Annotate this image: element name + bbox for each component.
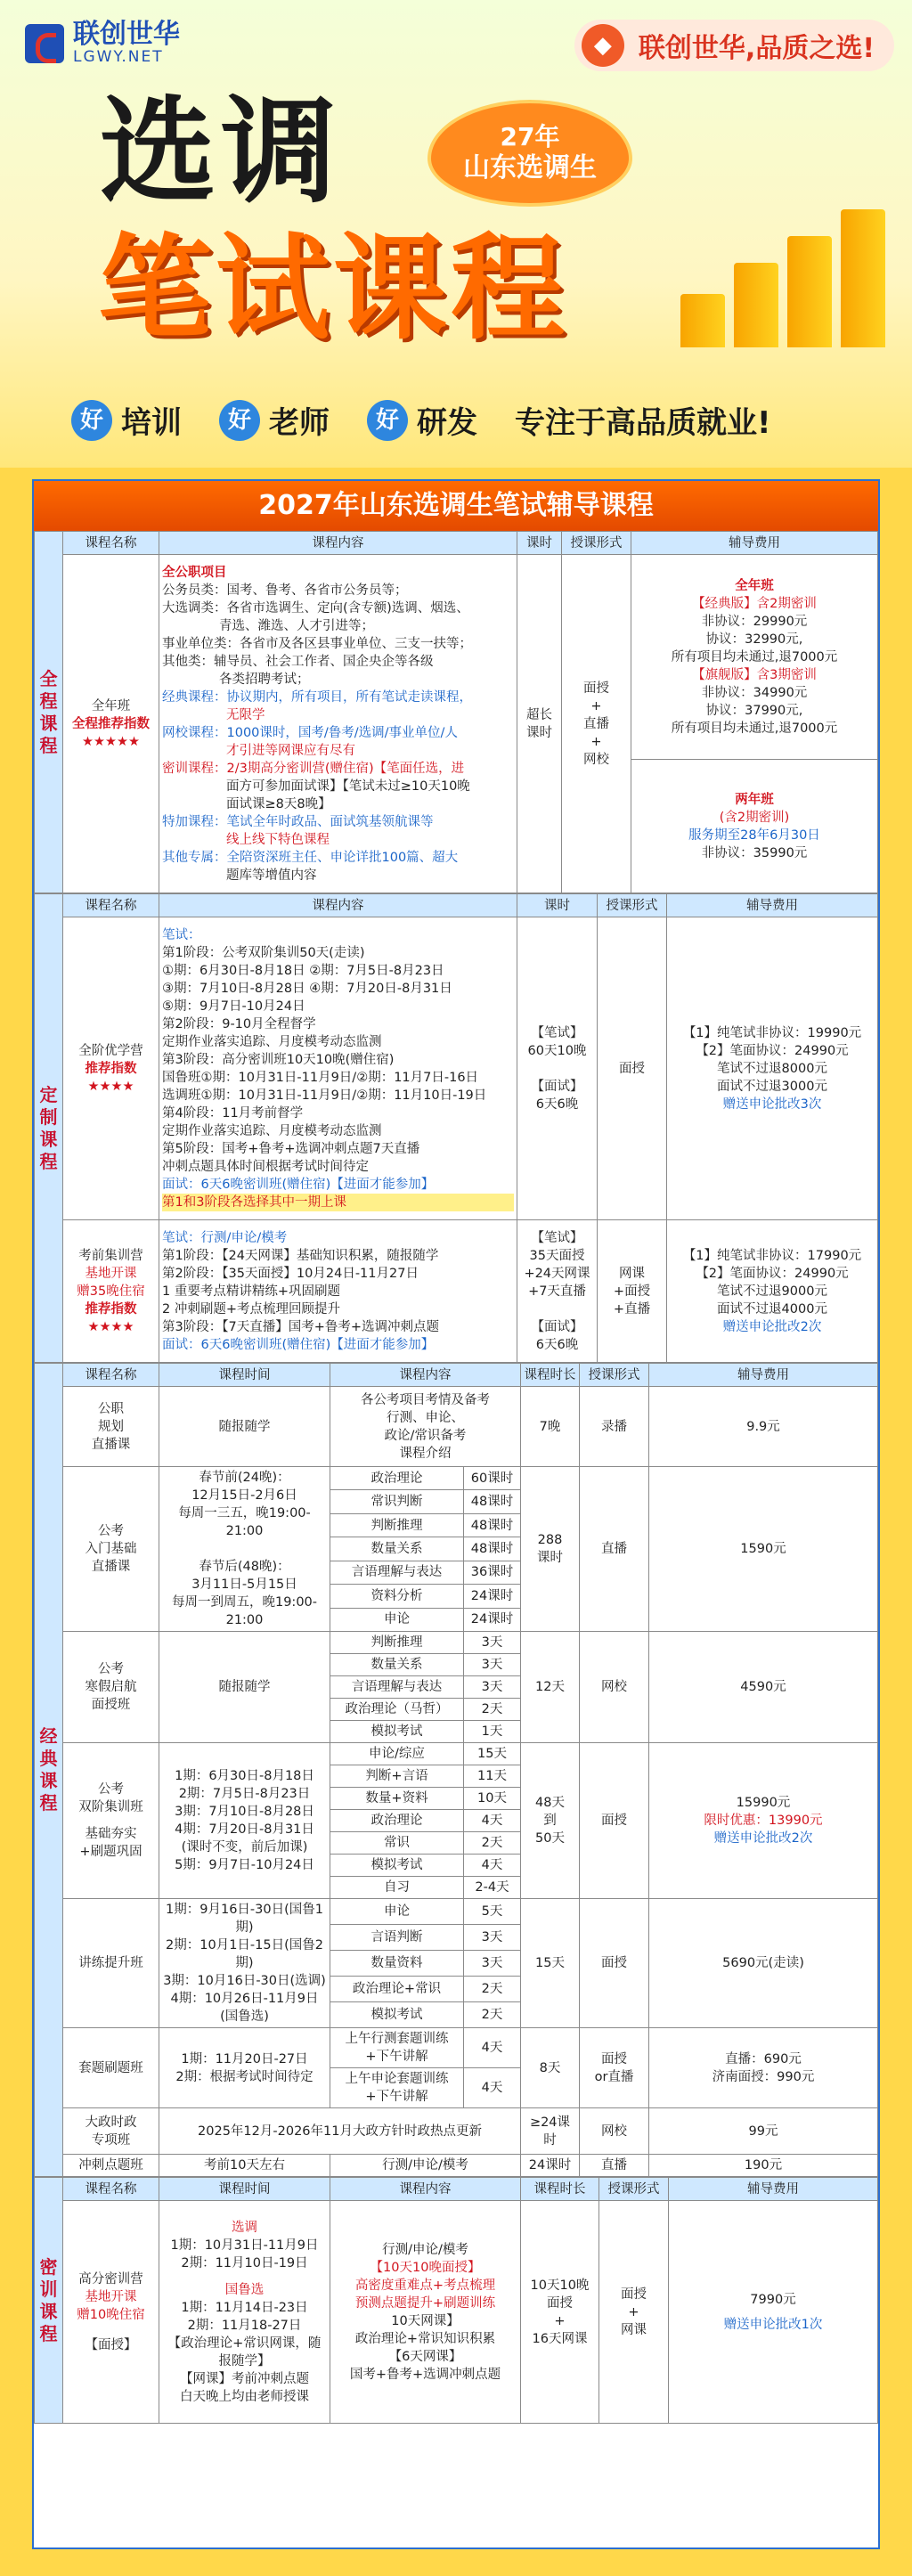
course-subtitle: 基础夯实 +刷题巩固 [79,1827,142,1859]
content-line: 全公职项目 [162,565,227,580]
course-name-cell [63,917,159,1220]
content-line: 网校课程：1000课时，国考/鲁考/选调/事业单位/人 [162,725,458,740]
col-header: 课程时间 [159,1364,330,1387]
tag-teacher: 老师 [269,405,330,441]
hours-cell: 【笔试】 60天10晚 【面试】 6天6晚 [517,917,598,1220]
subject-name: 模拟考试 [330,1855,464,1877]
content-highlight: 【10天10晚面授】 高密度重难点+考点梳理 预测点题提升+刷题训练 [354,2260,496,2311]
content-line: ⑤期：9月7日-10月24日 [162,999,305,1014]
course-fee: 直播：690元 济南面授：990元 [649,2028,878,2108]
mode-cell: 面授 [598,917,667,1220]
content-line: ③期：7月10日-8月28日 ④期：7月20日-8月31日 [162,981,452,996]
course-duration: 24课时 [521,2155,580,2177]
col-header: 课程内容 [159,894,517,917]
rating-stars: ★★★★ [87,1079,134,1094]
fee-title: 两年班 [735,792,774,807]
subject-name: 数量关系 [330,1654,464,1676]
content-line: 才引进等网课应有尽有 [226,743,355,758]
subject-name: 资料分析 [330,1585,464,1608]
good-badge-icon: 好 [367,400,408,441]
hours-cell: 超长课时 [517,555,562,893]
hours-cell: 【笔试】 35天面授 +24天网课 +7天直播 【面试】 6天6晚 [517,1220,598,1363]
time-group: 1期：11月14日-23日 2期：11月18-27日 [181,2300,308,2333]
recommend-label: 推荐指数 [85,1061,137,1076]
course-time-cell [159,2201,330,2424]
fee-line: 所有项目均未通过,退7000元 [671,649,838,664]
subject-days: 3天 [464,1951,521,1977]
col-header: 课程名称 [63,532,159,555]
col-header: 课程内容 [159,532,517,555]
subject-days: 2天 [464,2002,521,2028]
course-name: 讲练提升班 [63,1899,159,2028]
fee-line: 非协议：34990元 [701,685,808,700]
fee-title: 全年班 [735,578,774,593]
content-line: 定期作业落实追踪、月度模考动态监测 [162,1034,382,1049]
course-time: 1期：11月20日-27日 2期：根据考试时间待定 [159,2028,330,2108]
subject-hours: 24课时 [464,1608,521,1631]
col-header: 辅导费用 [667,894,878,917]
content-line: 题库等增值内容 [226,868,317,883]
content-line: 特加课程：笔试全年时政品、面试筑基领航课等 [162,814,434,829]
content-line: 各类招聘考试； [219,672,310,687]
fee-line: 协议：32990元, [705,632,803,647]
content-line: 无限学 [226,707,265,722]
course-name: 全阶优学营 [78,1043,143,1058]
course-name: 公考 寒假启航 面授班 [63,1632,159,1743]
course-content: 行测/申论/模考 [330,2155,521,2177]
subject-days: 10天 [464,1788,521,1810]
tagline [71,398,771,442]
subject-days: 4天 [464,1810,521,1832]
subject-days: 3天 [464,1925,521,1951]
course-fee: 4590元 [649,1632,878,1743]
fee-cell [667,1220,878,1363]
content-line: 线上线下特色课程 [226,832,330,847]
col-header: 课时 [517,532,562,555]
course-duration: 12天 [521,1632,580,1743]
content-line: 第1阶段：公考双阶集训50天(走读) [162,945,365,960]
course-mode: 直播 [580,2155,649,2177]
content-line: 大选调类：各省市选调生、定向(含专额)选调、烟选、 [162,600,469,615]
subject-days: 11天 [464,1765,521,1788]
course-content: 各公考项目考情及备考 行测、申论、 政论/常识备考 课程介绍 [330,1387,521,1467]
content-line: 笔试：行测/申论/模考 [162,1230,288,1245]
fee-line: 【1】纯笔试非协议：19990元 [682,1025,862,1040]
card-title: 2027年山东选调生笔试辅导课程 [34,481,878,531]
subject-hours: 48课时 [464,1537,521,1561]
course-name: 公职 规划 直播课 [63,1387,159,1467]
course-time: 随报随学 [159,1387,330,1467]
subject-days: 3天 [464,1632,521,1654]
subject-days: 4天 [464,1855,521,1877]
subject-name: 数量资料 [330,1951,464,1977]
fee-line: 赠送申论批改3次 [722,1096,822,1112]
content-line: 2 冲刺刷题+考点梳理回顾提升 [162,1301,340,1317]
rating-stars: ★★★★ [87,1319,134,1334]
tag-focus: 专注于高品质就业! [515,405,771,441]
illustration-bar [841,209,885,347]
col-header: 授课形式 [580,1364,649,1387]
subject-days: 5天 [464,1899,521,1925]
section-custom-course [34,893,878,1363]
fee-line: 【1】纯笔试非协议：17990元 [682,1248,862,1263]
col-header: 课程内容 [330,2178,521,2201]
recommend-label: 赠35晚住宿 [77,1284,145,1299]
content-line: 国鲁班①期：10月31日-11月9日/②期：11月7日-16日 [162,1070,479,1085]
subject-days: 3天 [464,1676,521,1699]
time-group-title: 国鲁选 [224,2282,265,2297]
course-time: 1期：9月16日-30日(国鲁1期) 2期：10月1日-15日(国鲁2期) 3期：10月16日-30日(选调) 4期：10月26日-11月9日 (国鲁选) [159,1899,330,2028]
subject-name: 申论 [330,1899,464,1925]
col-header: 课程名称 [63,2178,159,2201]
course-name: 大政时政 专项班 [63,2108,159,2155]
fee-line: 【2】笔面协议：24990元 [696,1043,849,1058]
course-duration: 8天 [521,2028,580,2108]
content-line: 面试：6天6晚密训班(赠住宿)【进面才能参加】 [162,1177,435,1192]
recommend-label: 基地开课 [85,1266,137,1281]
col-header: 课程时长 [521,1364,580,1387]
slogan-pill [574,20,894,71]
subject-name: 数量+资料 [330,1788,464,1810]
hero-title-sub: 笔试课程 [98,222,569,355]
col-header: 课程名称 [63,894,159,917]
col-header: 课程内容 [330,1364,521,1387]
course-mode: 面授 [580,1899,649,2028]
fee-cell-full-year [631,555,878,760]
subject-name: 数量关系 [330,1537,464,1561]
subject-days: 2-4天 [464,1877,521,1899]
course-name-cell [63,555,159,893]
fee-line: 【旗舰版】含3期密训 [692,667,817,682]
section-label: 定制课程 [35,894,63,1363]
subject-hours: 24课时 [464,1585,521,1608]
course-content-cell [159,917,517,1220]
content-line: 第1和3阶段各选择其中一期上课 [162,1194,514,1211]
course-content: 2025年12月-2026年11月大政方针时政热点更新 [159,2108,521,2155]
good-badge-icon: 好 [219,400,260,441]
subject-name: 模拟考试 [330,1721,464,1743]
course-mode: 网校 [580,1632,649,1743]
subject-name: 常识 [330,1832,464,1855]
content-line: 1 重要考点精讲精练+巩固刷题 [162,1284,340,1299]
course-name: 高分密训营 [78,2271,143,2287]
content-line: 经典课程：协议期内，所有项目，所有笔试走读课程， [162,689,472,705]
badge-year: 27年 [500,122,560,152]
fee-cell-two-year [631,760,878,893]
content-line: 10天网课】 政治理论+常识知识积累 【6天网课】 国考+鲁考+选调冲刺点题 [349,2313,501,2382]
brand-logo [25,21,180,66]
fee-line: 非协议：35990元 [701,845,808,860]
content-line: 第4阶段：11月考前督学 [162,1105,304,1121]
subject-name: 政治理论+常识 [330,1977,464,2002]
fee-line: 协议：37990元, [705,703,803,718]
fee-line: 服务期至28年6月30日 [688,827,820,843]
tag-training: 培训 [121,405,182,441]
col-header: 授课形式 [598,894,667,917]
content-line: 其他类：辅导员、社会工作者、国企央企等各级 [162,654,434,669]
diamond-icon: ◆ [582,24,624,67]
subject-name: 上午申论套题训练 +下午讲解 [330,2068,464,2108]
time-group: 1期：10月31日-11月9日 2期：11月10日-19日 [170,2238,319,2270]
course-duration: 288 课时 [521,1467,580,1632]
subject-days: 3天 [464,1654,521,1676]
course-name-cell [63,2201,159,2424]
course-time: 1期：6月30日-8月18日 2期：7月5日-8月23日 3期：7月10日-8月28日 4期：7月20日-8月31日 (课时不变，前后加课) 5期：9月7日-10月24日 [159,1743,330,1899]
content-line: 面试：6天6晚密训班(赠住宿)【进面才能参加】 [162,1337,435,1352]
content-line: 事业单位类：各省市及各区县事业单位、三支一扶等； [162,636,472,651]
subject-name: 判断+言语 [330,1765,464,1788]
course-name-cell [63,1743,159,1899]
content-line: 其他专属：全陪资深班主任、申论详批100篇、超大 [162,850,459,865]
content-line: 第1阶段：【24天网课】基础知识积累，随报随学 [162,1248,439,1263]
course-fee: 7990元 [750,2292,796,2307]
fee-line: 【2】笔面协议：24990元 [696,1266,849,1281]
content-line: 行测/申论/模考 [382,2242,468,2257]
course-mode: 面授 + 网课 [599,2201,669,2424]
brand-domain: LGWY.NET [73,48,164,66]
fee-line: 【经典版】含2期密训 [692,596,817,611]
tag-research: 研发 [417,405,477,441]
rating-stars: ★★★★★ [82,734,140,749]
col-header: 辅导费用 [649,1364,878,1387]
section-label: 密训课程 [35,2178,63,2424]
course-name: 套题刷题班 [63,2028,159,2108]
course-mode: 网校 [580,2108,649,2155]
course-note: 赠10晚住宿 [77,2307,145,2322]
subject-hours: 48课时 [464,1513,521,1537]
course-fee-cell [669,2201,878,2424]
course-name-cell [63,1220,159,1363]
slogan-text: 联创世华,品质之选! [638,33,875,64]
content-line: 冲刺点题具体时间根据考试时间待定 [162,1159,369,1174]
subject-name: 申论 [330,1608,464,1631]
subject-days: 2天 [464,1977,521,2002]
course-mode: 直播 [580,1467,649,1632]
subject-name: 判断推理 [330,1632,464,1654]
mode-cell: 面授 + 直播 + 网校 [562,555,631,893]
fee-line: 笔试不过退9000元 [717,1284,827,1299]
subject-days: 4天 [464,2068,521,2108]
subject-hours: 60课时 [464,1467,521,1490]
subject-name: 判断推理 [330,1513,464,1537]
content-line: 选调班①期：10月31日-11月9日/②期：11月10日-19日 [162,1088,487,1103]
course-table-card [32,479,880,2549]
content-line: 密训课程：2/3期高分密训营(赠住宿)【笔面任选，进 [162,761,465,776]
content-line: ①期：6月30日-8月18日 ②期：7月5日-8月23日 [162,963,444,978]
subject-days: 1天 [464,1721,521,1743]
course-note: 基地开课 [85,2289,137,2304]
content-line: 第2阶段：9-10月全程督学 [162,1016,316,1031]
col-header: 课程时间 [159,2178,330,2201]
col-header: 辅导费用 [631,532,878,555]
course-note: 【面授】 [85,2337,137,2352]
course-time: 考前10天左右 [159,2155,330,2177]
subject-name: 政治理论（马哲） [330,1699,464,1721]
gift-note: 赠送申论批改2次 [713,1831,813,1846]
content-line: 第5阶段：国考+鲁考+选调冲刺点题7天直播 [162,1141,420,1156]
subject-days: 2天 [464,1699,521,1721]
col-header: 课程时长 [521,2178,599,2201]
subject-days: 2天 [464,1832,521,1855]
section-label: 经典课程 [35,1364,63,2177]
course-name: 公考 双阶集训班 [78,1782,143,1814]
subject-name: 政治理论 [330,1810,464,1832]
col-header: 课程名称 [63,1364,159,1387]
fee-line: 赠送申论批改2次 [722,1319,822,1334]
col-header: 课时 [517,894,598,917]
course-duration: 10天10晚 面授 + 16天网课 [521,2201,599,2424]
subject-name: 言语理解与表达 [330,1561,464,1584]
content-line: 面试课≥8天8晚】 [226,796,331,811]
course-fee: 99元 [649,2108,878,2155]
subject-days: 15天 [464,1743,521,1765]
subject-name: 常识判断 [330,1490,464,1513]
course-name: 公考 入门基础 直播课 [63,1467,159,1632]
subject-name: 申论/综应 [330,1743,464,1765]
section-classic-course [34,1363,878,2177]
course-duration: 48天 到 50天 [521,1743,580,1899]
subject-name: 模拟考试 [330,2002,464,2028]
brand-name: 联创世华 [73,19,180,50]
course-name: 考前集训营 [78,1248,143,1263]
subject-hours: 48课时 [464,1490,521,1513]
content-line: 定期作业落实追踪、月度模考动态监测 [162,1123,382,1138]
course-name: 冲刺点题班 [63,2155,159,2177]
illustration-bar [787,236,832,347]
col-header: 授课形式 [599,2178,669,2201]
section-intensive-course [34,2177,878,2424]
section-label: 全程课程 [35,532,63,893]
fee-line: 所有项目均未通过,退7000元 [671,721,838,736]
subject-name: 自习 [330,1877,464,1899]
course-fee: 5690元(走读) [649,1899,878,2028]
fee-line: 面试不过退4000元 [717,1301,827,1317]
course-time: 随报随学 [159,1632,330,1743]
content-line: 第3阶段：【7天直播】国考+鲁考+选调冲刺点题 [162,1319,439,1334]
course-fee: 9.9元 [649,1387,878,1467]
course-duration: 7晚 [521,1387,580,1467]
course-time: 春节前(24晚)： 12月15日-2月6日 每周一三五，晚19:00-21:00 春节后(48晚)： 3月11日-5月15日 每周一到周五，晚19:00-21:00 [159,1467,330,1632]
course-duration: ≥24课时 [521,2108,580,2155]
good-badge-icon: 好 [71,400,112,441]
course-mode: 面授 or直播 [580,2028,649,2108]
badge-target: 山东选调生 [463,151,597,183]
content-line: 第3阶段：高分密训班10天10晚(赠住宿) [162,1052,395,1067]
subject-name: 政治理论 [330,1467,464,1490]
content-line: 公务员类：国考、鲁考、各省市公务员等； [162,583,408,598]
course-mode: 录播 [580,1387,649,1467]
col-header: 辅导费用 [669,2178,878,2201]
time-group: 【政治理论+常识网课，随报随学】 【网课】考前冲刺点题 白天晚上均由老师授课 [167,2336,322,2404]
recommend-label: 推荐指数 [85,1301,137,1317]
time-group-title: 选调 [232,2220,257,2235]
course-fee: 15990元 [736,1796,791,1810]
course-name: 全年班 [91,698,131,713]
subject-hours: 36课时 [464,1561,521,1584]
col-header: 授课形式 [562,532,631,555]
subject-name: 言语理解与表达 [330,1676,464,1699]
content-line: 青选、潍选、人才引进等； [219,618,374,633]
year-badge [428,100,632,207]
section-full-course [34,531,878,893]
hero-banner [0,0,912,468]
course-fee-cell [649,1743,878,1899]
course-mode: 面授 [580,1743,649,1899]
sale-price: 限时优惠：13990元 [704,1814,823,1828]
fee-cell [667,917,878,1220]
content-line: 第2阶段：【35天面授】10月24日-11月27日 [162,1266,419,1281]
subject-days: 4天 [464,2028,521,2068]
subject-name: 言语判断 [330,1925,464,1951]
course-content-cell [159,1220,517,1363]
fee-line: 笔试不过退8000元 [717,1061,827,1076]
bar-chart-illustration [680,205,885,347]
course-content-cell [330,2201,521,2424]
gift-note: 赠送申论批改1次 [723,2317,823,2332]
illustration-bar [734,263,778,347]
course-fee: 1590元 [649,1467,878,1632]
recommend-label: 全程推荐指数 [72,716,150,731]
content-line: 笔试： [162,927,201,942]
illustration-bar [680,294,725,347]
hero-title-main: 选调 [100,83,343,219]
subject-name: 上午行测套题训练 +下午讲解 [330,2028,464,2068]
course-duration: 15天 [521,1899,580,2028]
lc-logo-icon [25,24,64,63]
content-line: 面方可参加面试课】【笔试未过≥10天10晚 [226,779,470,794]
course-content-cell [159,555,517,893]
fee-line: (含2期密训) [719,810,790,825]
fee-line: 面试不过退3000元 [717,1079,827,1094]
course-fee: 190元 [649,2155,878,2177]
fee-line: 非协议：29990元 [701,614,808,629]
mode-cell: 网课 +面授 +直播 [598,1220,667,1363]
